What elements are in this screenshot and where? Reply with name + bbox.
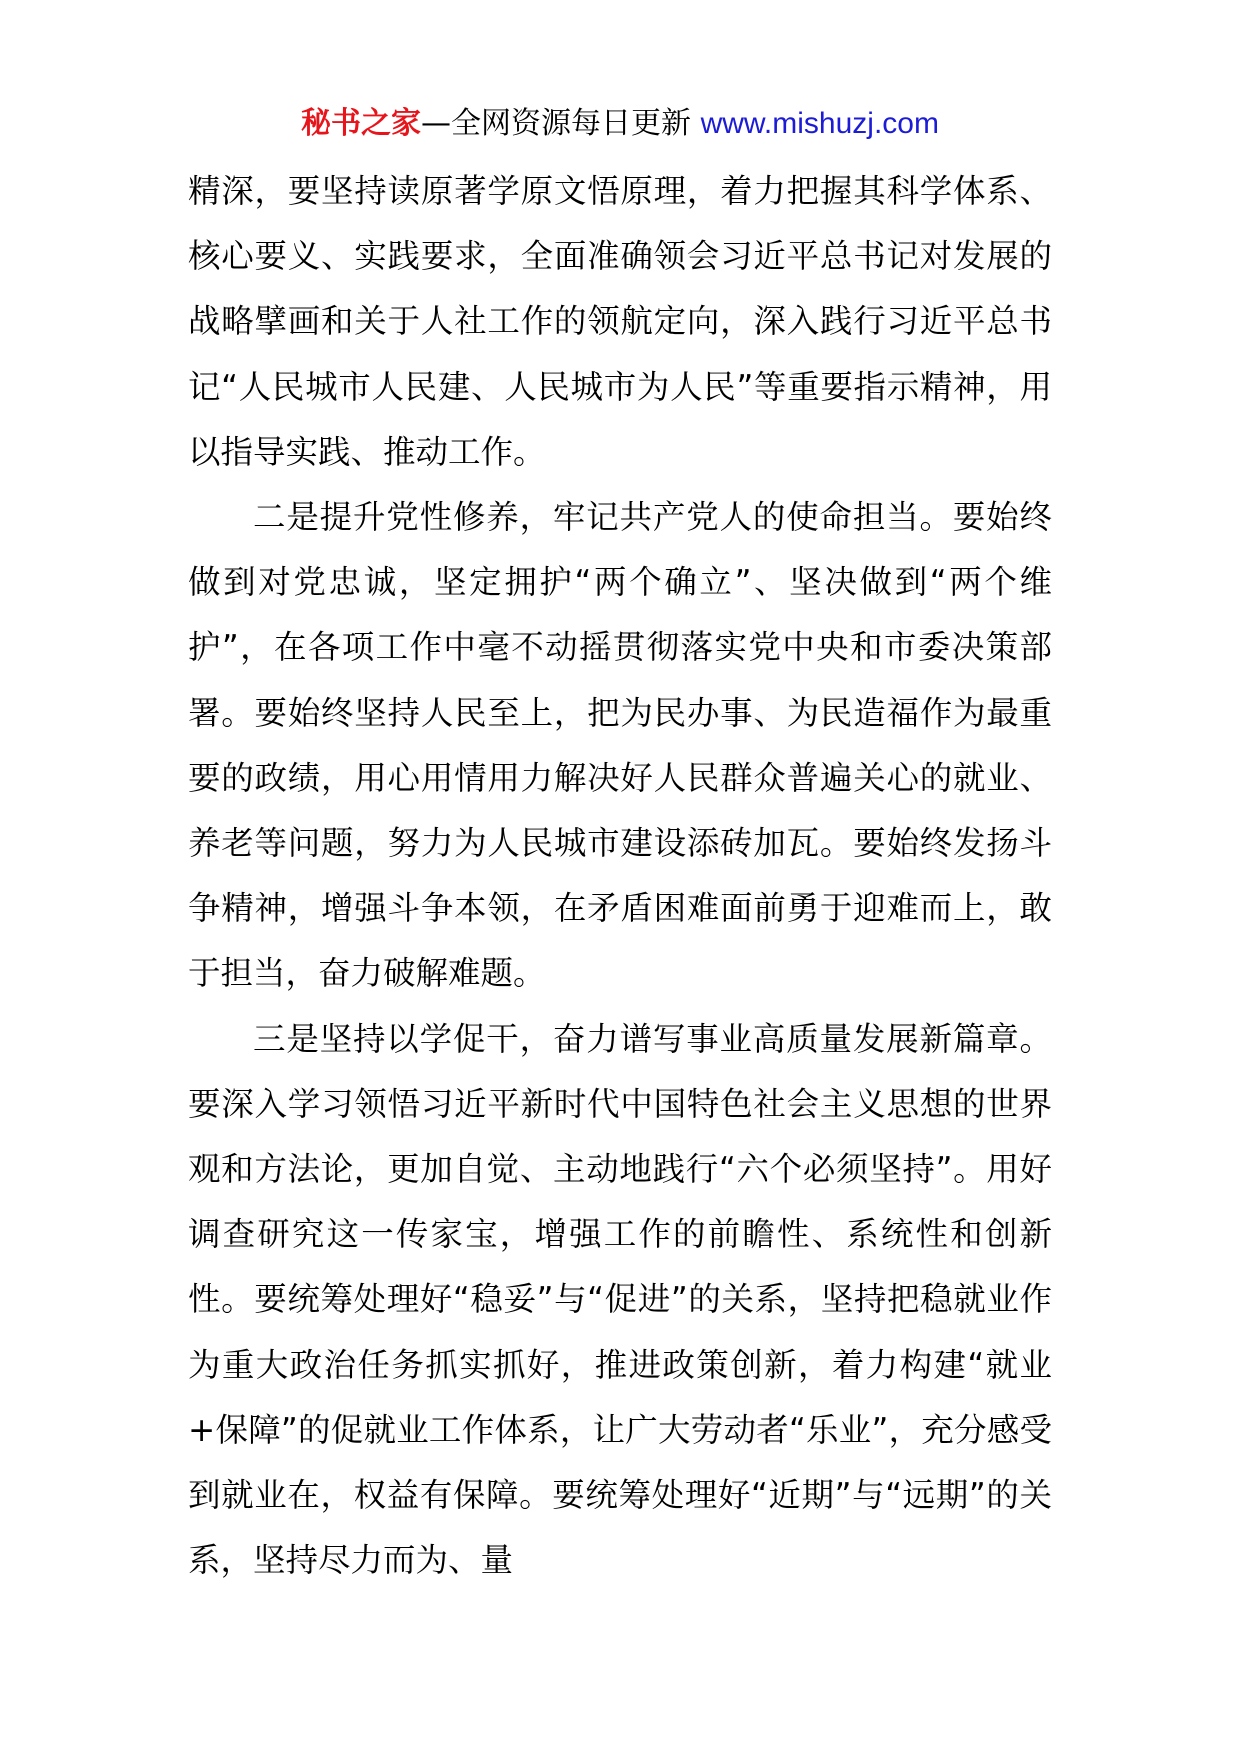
site-tagline: —全网资源每日更新: [421, 106, 692, 141]
site-url-link[interactable]: www.mishuzj.com: [700, 107, 939, 140]
site-brand-name: 秘书之家: [301, 106, 422, 141]
paragraph-learning-action: 三是坚持以学促干，奋力谱写事业高质量发展新篇章。要深入学习领悟习近平新时代中国特色社会主义思想的世界观和方法论，更加自觉、主动地践行“六个必须坚持”。用好调查研究这一传家宝，增强工作的前瞻性、系统性和创新性。要统筹处理好“稳妥”与“促进”的关系，坚持把稳就业作为重大政治任务抓实抓好，推进政策创新，着力构建“就业+保障”的促就业工作体系，让广大劳动者“乐业”，充分感受到就业在，权益有保障。要统筹处理好“近期”与“远期”的关系，坚持尽力而为、量: [188, 1019, 1052, 1580]
paragraph-party-spirit: 二是提升党性修养，牢记共产党人的使命担当。要始终做到对党忠诚，坚定拥护“两个确立”、坚决做到“两个维护”，在各项工作中毫不动摇贯彻落实党中央和市委决策部署。要始终坚持人民至上，把为民办事、为民造福作为最重要的政绩，用心用情用力解决好人民群众普遍关心的就业、养老等问题，努力为人民城市建设添砖加瓦。要始终发扬斗争精神，增强斗争本领，在矛盾困难面前勇于迎难而上，敢于担当，奋力破解难题。: [188, 498, 1052, 993]
document-body: [188, 159, 1052, 1593]
page-header: [0, 104, 1240, 144]
paragraph-continued: 精深，要坚持读原著学原文悟原理，着力把握其科学体系、核心要义、实践要求，全面准确领会习近平总书记对发展的战略擘画和关于人社工作的领航定向，深入践行习近平总书记“人民城市人民建、人民城市为人民”等重要指示精神，用以指导实践、推动工作。: [188, 172, 1052, 471]
